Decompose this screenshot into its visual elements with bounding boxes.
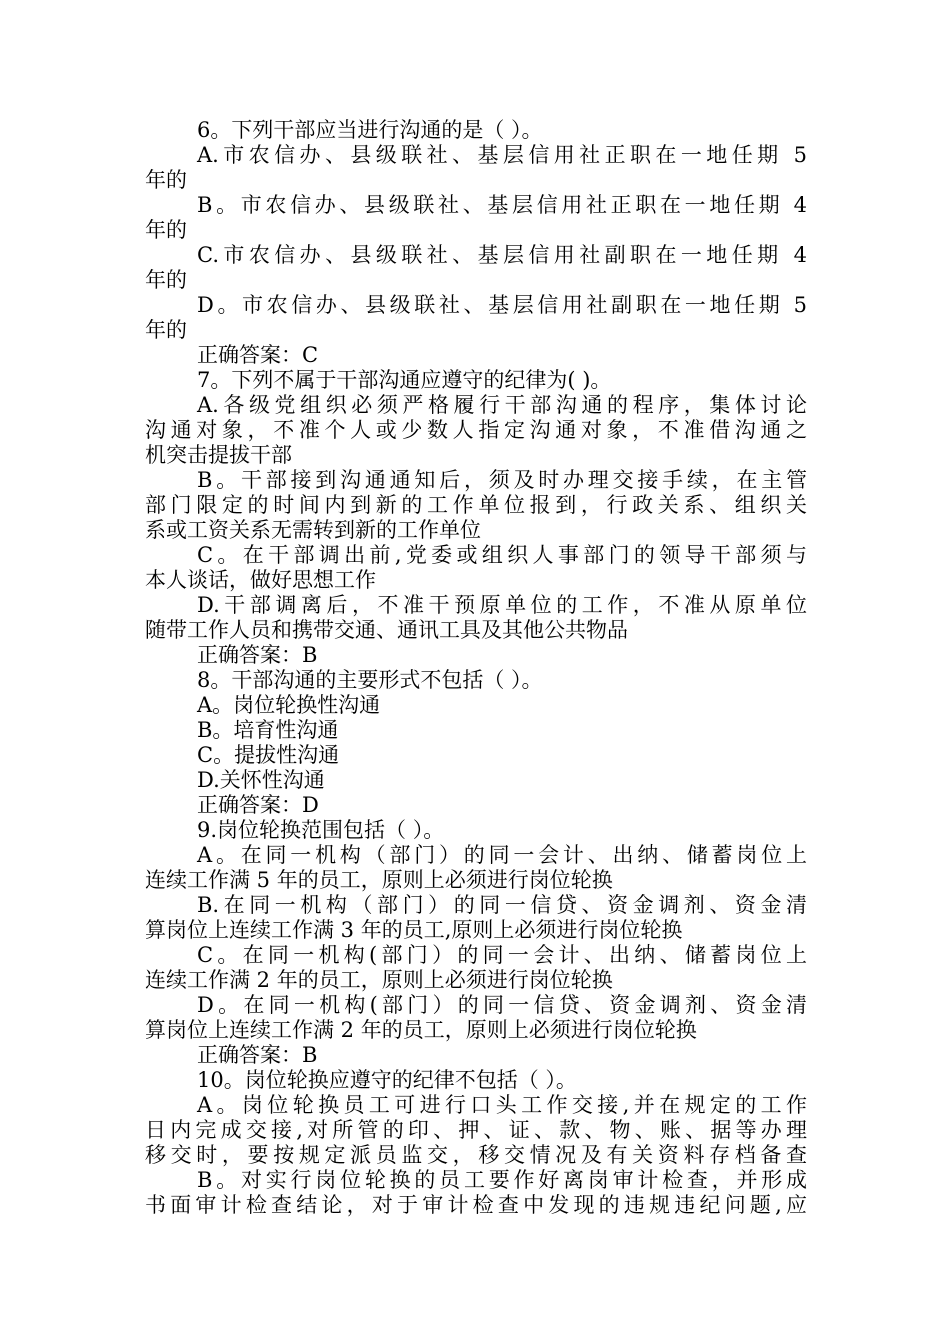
text-line: A.市农信办、县级联社、基层信用社正职在一地任期 5 xyxy=(197,143,807,167)
document-page xyxy=(145,118,807,1218)
text-line: B。培育性沟通 xyxy=(197,718,339,742)
text-line: 年的 xyxy=(145,318,187,342)
text-line: A.各级党组织必须严格履行干部沟通的程序，集体讨论 xyxy=(197,393,807,417)
text-line: 年的 xyxy=(145,268,187,292)
text-line: 7。下列不属于干部沟通应遵守的纪律为( )。 xyxy=(197,368,612,392)
text-line: 沟通对象，不准个人或少数人指定沟通对象，不准借沟通之 xyxy=(145,418,807,442)
text-line: B。市农信办、县级联社、基层信用社正职在一地任期 4 xyxy=(197,193,807,217)
text-line: B。干部接到沟通通知后，须及时办理交接手续，在主管 xyxy=(197,468,807,492)
text-line: 连续工作满 2 年的员工，原则上必须进行岗位轮换 xyxy=(145,968,613,992)
text-line: 随带工作人员和携带交通、通讯工具及其他公共物品 xyxy=(145,618,628,642)
text-line: 8。干部沟通的主要形式不包括（ ）。 xyxy=(197,668,543,692)
text-line: C.市农信办、县级联社、基层信用社副职在一地任期 4 xyxy=(197,243,807,267)
text-line: 机突击提拔干部 xyxy=(145,443,292,467)
text-line: B。对实行岗位轮换的员工要作好离岗审计检查，并形成 xyxy=(197,1168,807,1192)
text-line: 本人谈话，做好思想工作 xyxy=(145,568,376,592)
text-line: 日内完成交接,对所管的印、押、证、款、物、账、据等办理 xyxy=(145,1118,807,1142)
text-line: 正确答案：C xyxy=(197,343,319,367)
text-line: B.在同一机构（部门）的同一信贷、资金调剂、资金清 xyxy=(197,893,807,917)
text-line: C。在干部调出前,党委或组织人事部门的领导干部须与 xyxy=(197,543,807,567)
text-line: C。在同一机构(部门）的同一会计、出纳、储蓄岗位上 xyxy=(197,943,807,967)
text-line: 年的 xyxy=(145,168,187,192)
text-line: C。提拔性沟通 xyxy=(197,743,340,767)
text-line: 部门限定的时间内到新的工作单位报到，行政关系、组织关 xyxy=(145,493,807,517)
text-line: 移交时，要按规定派员监交，移交情况及有关资料存档备查 xyxy=(145,1143,807,1167)
text-line: A。在同一机构（部门）的同一会计、出纳、储蓄岗位上 xyxy=(197,843,807,867)
text-line: 正确答案：D xyxy=(197,793,319,817)
text-line: 年的 xyxy=(145,218,187,242)
text-line: A。岗位轮换性沟通 xyxy=(197,693,381,717)
text-line: 连续工作满 5 年的员工，原则上必须进行岗位轮换 xyxy=(145,868,613,892)
text-line: D.关怀性沟通 xyxy=(197,768,325,792)
text-line: 6。下列干部应当进行沟通的是（ ）。 xyxy=(197,118,543,142)
text-line: A。岗位轮换员工可进行口头工作交接,并在规定的工作 xyxy=(197,1093,807,1117)
text-line: 算岗位上连续工作满 2 年的员工，原则上必须进行岗位轮换 xyxy=(145,1018,697,1042)
text-line: 书面审计检查结论，对于审计检查中发现的违规违纪问题,应 xyxy=(145,1193,807,1217)
text-line: 10。岗位轮换应遵守的纪律不包括（ ）。 xyxy=(197,1068,577,1092)
text-line: 正确答案：B xyxy=(197,643,318,667)
text-line: 9.岗位轮换范围包括（ ）。 xyxy=(197,818,445,842)
text-line: D。市农信办、县级联社、基层信用社副职在一地任期 5 xyxy=(197,293,807,317)
text-line: 系或工资关系无需转到新的工作单位 xyxy=(145,518,481,542)
text-line: 算岗位上连续工作满 3 年的员工,原则上必须进行岗位轮换 xyxy=(145,918,683,942)
text-line: D.干部调离后，不准干预原单位的工作，不准从原单位 xyxy=(197,593,807,617)
text-line: D。在同一机构(部门）的同一信贷、资金调剂、资金清 xyxy=(197,993,807,1017)
text-line: 正确答案：B xyxy=(197,1043,318,1067)
